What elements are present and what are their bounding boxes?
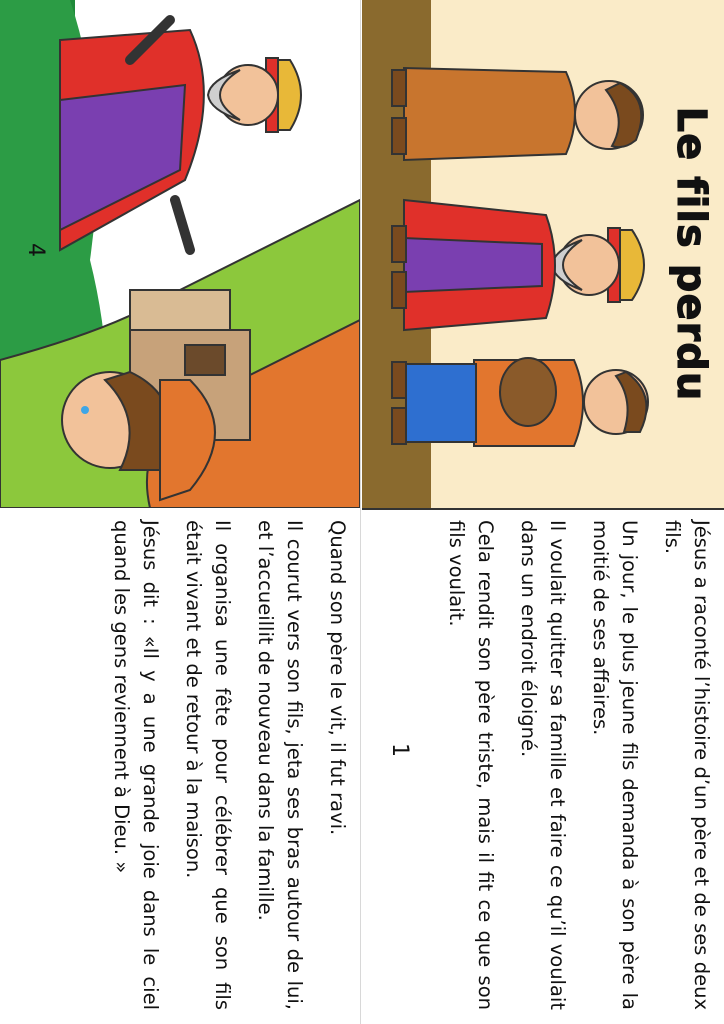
page-4-illustration (0, 0, 360, 508)
booklet-page-4 (0, 0, 360, 1024)
page-1-paragraph: Cela rendit son père triste, mais il fit ce que son fils voulait. (445, 520, 497, 1010)
page-1-paragraph: Jésus a raconté l’histoire d’un père et de ses deux fils. (661, 520, 713, 1010)
booklet-page-1 (362, 0, 724, 1024)
page-1-illustration (362, 0, 724, 510)
page-number: 1 (387, 743, 412, 757)
running-father-figure (60, 20, 301, 250)
page-1-paragraph: Un jour, le plus jeune fils demanda à son père la moitié de ses affaires. (589, 520, 641, 1010)
page-number: 4 (23, 243, 48, 257)
booklet-title: Le fils perdu (668, 106, 714, 402)
page-4-paragraph: Jésus dit : «Il y a une grande joie dans le ciel quand les gens reviennent à Dieu. » (110, 520, 162, 1010)
younger-son-figure (392, 358, 648, 446)
elder-son-figure (392, 68, 643, 160)
father-figure (392, 200, 644, 330)
fold-line (360, 0, 361, 1024)
page-1-text (428, 520, 716, 1010)
page-4-text (93, 520, 352, 1010)
page-4-paragraph: Quand son père le vit, il fut ravi. (326, 520, 349, 836)
father-welcoming-son-illustration (0, 0, 360, 508)
page-4-paragraph: Il organisa une fête pour célébrer que son fils était vivant et de retour à la maison. (182, 520, 234, 1010)
page-1-paragraph: Il voulait quitter sa famille et faire ce qu’il voulait dans un endroit éloigné. (517, 520, 569, 1010)
page-4-paragraph: Il courut vers son fils, jeta ses bras autour de lui, et l’accueillit de nouveau dans la famille. (254, 520, 306, 1010)
